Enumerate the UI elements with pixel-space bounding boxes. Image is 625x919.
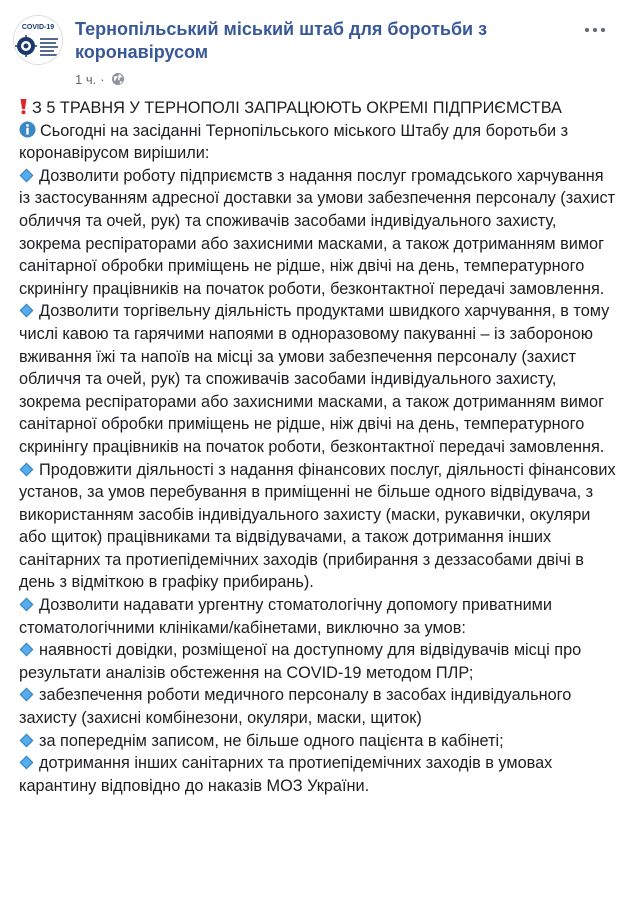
timestamp-link[interactable]: 1 ч. [75, 71, 97, 87]
page-name-link[interactable]: Тернопільський міський штаб для боротьби з коронавірусом [75, 19, 488, 62]
list-item-text: наявності довідки, розміщеної на доступному для відвідувачів місці про результати аналізів обстеження на COVID-19 методом ПЛР; [19, 641, 582, 682]
list-item-text: забезпечення роботи медичного персоналу в засобах індивідуального захисту (захисні комбінезони, окуляри, маски, щиток) [19, 686, 572, 728]
dot-icon [593, 28, 597, 32]
list-item [19, 730, 619, 753]
dot-icon [585, 28, 589, 32]
blue-diamond-icon [19, 642, 34, 657]
blue-diamond-icon [19, 168, 34, 183]
headline-line [19, 97, 619, 120]
exclamation-icon [19, 98, 28, 115]
meta-separator: · [100, 71, 105, 87]
list-item [19, 459, 619, 595]
list-item [19, 300, 619, 458]
post-text [19, 97, 619, 797]
svg-text:COVID-19: COVID-19 [21, 24, 55, 31]
blue-diamond-icon [19, 303, 34, 318]
covid-logo-icon [14, 16, 62, 64]
list-item [19, 639, 619, 684]
list-item [19, 594, 619, 639]
list-item [19, 165, 619, 301]
list-item-text: дотримання інших санітарних та протиепідемічних заходів в умовах карантину відповідно до наказів МОЗ України. [19, 754, 553, 795]
dot-icon [601, 28, 605, 32]
list-item-text: Дозволити торгівельну діяльність продуктами швидкого харчування, в тому числі кавою та гарячими напоями в одноразовому пакуванні – із забороною вживання їжі та напоїв на місці за умови забезпечення персоналу (захист обличчя та очей, рук) та споживачів засобами індивідуального захисту, зокрема респіраторами або захисними масками, а також дотриманням вимог санітарної обробки приміщень не рідше, ніж двічі на день, температурного скринінгу працівників на початок роботи, безконтактної передачі замовлення. [19, 302, 610, 456]
list-item-text: Дозволити надавати ургентну стоматологічну допомогу приватними стоматологічними клініками/кабінетами, виключно за умов: [19, 596, 552, 637]
list-item [19, 684, 619, 729]
blue-diamond-icon [19, 597, 34, 612]
blue-diamond-icon [19, 462, 34, 477]
list-item [19, 752, 619, 797]
list-item-text: Продовжити діяльності з надання фінансових послуг, діяльності фінансових установ, за умов перебування в приміщенні не більше одного відвідувача, з використанням засобів індивідуального захисту (маски, рукавички, окуляри або щиток) працівниками та відвідувачами, а також дотримання інших санітарних та протиепідемічних заходів (прибирання з деззасобами двічі в день з відміткою в графіку прибирань). [19, 460, 616, 592]
globe-icon[interactable] [111, 72, 125, 86]
more-options-button[interactable] [581, 18, 609, 42]
info-icon [19, 121, 36, 138]
page-avatar[interactable] [13, 15, 63, 65]
intro-text: Сьогодні на засіданні Тернопільського міського Штабу для боротьби з коронавірусом вирішили: [19, 121, 569, 163]
blue-diamond-icon [19, 687, 34, 702]
post-meta [75, 70, 125, 88]
intro-line [19, 120, 619, 165]
list-item-text: Дозволити роботу підприємств з надання послуг громадського харчування із застосуванням адресної доставки за умови забезпечення персоналу (захист обличчя та очей, рук) та споживачів засобами індивідуального захисту, зокрема респіраторами або захисними масками, а також дотриманням вимог санітарної обробки приміщень не рідше, ніж двічі на день, температурного скринінгу працівників на початок роботи, безконтактної передачі замовлення. [19, 166, 616, 298]
blue-diamond-icon [19, 733, 34, 748]
list-item-text: за попереднім записом, не більше одного пацієнта в кабінеті; [39, 731, 504, 750]
post-header [0, 0, 625, 92]
blue-diamond-icon [19, 755, 34, 770]
headline: З 5 ТРАВНЯ У ТЕРНОПОЛІ ЗАПРАЦЮЮТЬ ОКРЕМІ ПІДПРИЄМСТВА [32, 99, 562, 117]
